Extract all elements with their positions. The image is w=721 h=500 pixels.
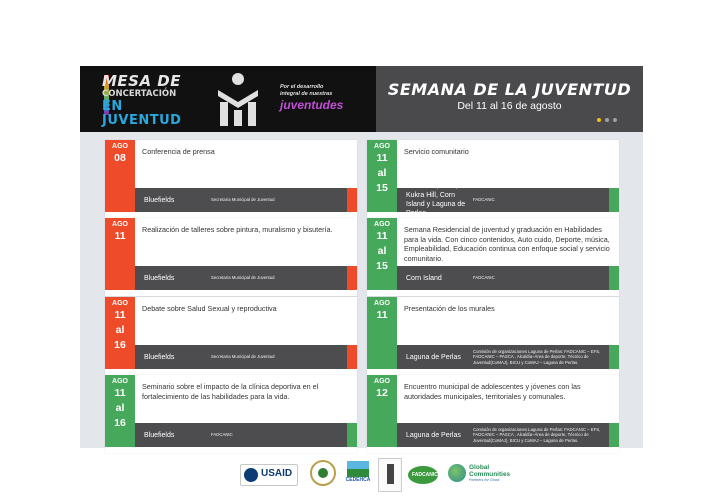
event-date — [367, 375, 397, 447]
municipal-seal-logo — [310, 460, 336, 486]
event-date — [105, 375, 135, 447]
event-day: 16 — [114, 339, 126, 351]
event-color-tab — [609, 423, 619, 447]
mesa-logo-line2: CONCERTACIÓN — [102, 89, 177, 99]
event-month: AGO — [112, 300, 128, 307]
event-location: Bluefields, DRG, Kukra Hill, Corn Island y Laguna de Perlas — [406, 183, 466, 217]
event-date — [367, 218, 397, 290]
event-organizer: Comisión de organizaciones Laguna de Perlas: FADCANIC – EFS, FADCANIC – PASCA , Alcaldía–Área de deporte, Técnico de Juventud(CoMAJ), BICU y CoMAJ – Laguna de Perlas. — [473, 426, 601, 443]
event-info-bar — [135, 423, 357, 447]
usaid-logo — [240, 464, 298, 486]
seal-center-icon — [318, 468, 328, 478]
event-day: al — [115, 402, 125, 414]
event-description: Encuentro municipal de adolescentes y jóvenes con las autoridades municipales, territoriales y comunales. — [404, 382, 581, 401]
event-day: 11 — [376, 309, 388, 321]
event-organizer: FADCANIC — [211, 432, 233, 438]
event-day: 11 — [114, 387, 126, 399]
event-description: Conferencia de prensa — [142, 147, 215, 156]
slogan-line3: juventudes — [280, 98, 344, 112]
event-card[interactable] — [105, 218, 357, 296]
event-organizer: Secretaria Municipal de Juventud — [211, 354, 275, 360]
event-info-bar — [135, 345, 357, 369]
event-location: Bluefields — [144, 431, 175, 439]
event-month: AGO — [374, 378, 390, 385]
global-line2: Communities — [469, 471, 511, 478]
usaid-logo-text: USAID — [261, 468, 293, 479]
event-info-bar — [135, 266, 357, 290]
event-organizer: Secretaria Municipal de Juventud — [211, 275, 275, 281]
event-day: 11 — [376, 152, 388, 164]
event-description: Debate sobre Salud Sexual y reproductiva — [142, 304, 277, 313]
event-organizer: FADCANIC — [473, 197, 495, 203]
carousel-dots — [597, 118, 617, 122]
event-info-bar — [135, 188, 357, 212]
global-communities-logo — [448, 462, 520, 488]
event-day: 08 — [114, 152, 126, 164]
events-panel — [80, 132, 643, 448]
event-day: 11 — [114, 309, 126, 321]
event-card[interactable] — [367, 140, 619, 218]
event-month: AGO — [374, 221, 390, 228]
event-description: Seminario sobre el impacto de la clínica deportiva en el fortalecimiento de las habilidades para la vida. — [142, 382, 319, 401]
global-communities-name — [469, 464, 510, 478]
event-organizer: Comisión de organizaciones Laguna de Perlas: FADCANIC – EFS, FADCANIC – PASCA , Alcaldía–Área de deporte, Técnico de Juventud(CoMAJ), BICU y CoMAJ – Laguna de Perlas. — [473, 348, 601, 365]
event-day: 15 — [376, 182, 388, 194]
page-title: SEMANA DE LA JUVENTUD — [387, 80, 632, 99]
cedehca-logo — [344, 461, 372, 489]
cedehca-logo-text: CEDEHCA — [345, 477, 371, 483]
global-communities-tagline: Partners for Good — [469, 478, 500, 482]
event-color-tab — [347, 188, 357, 212]
cedehca-emblem-icon — [347, 461, 369, 477]
church-logo — [378, 458, 402, 492]
event-location: Laguna de Perlas — [406, 431, 461, 439]
carousel-dot[interactable] — [597, 118, 601, 122]
event-date — [105, 140, 135, 212]
global-line1: Global — [469, 464, 490, 471]
slogan — [280, 84, 372, 112]
header-title-area — [376, 66, 643, 132]
slogan-line1: Por el desarrollo — [280, 84, 324, 90]
event-day: al — [377, 245, 387, 257]
mesa-logo — [102, 72, 194, 128]
event-card[interactable] — [367, 218, 619, 296]
event-month: AGO — [374, 143, 390, 150]
event-location: Corn Island — [406, 274, 442, 282]
event-month: AGO — [112, 221, 128, 228]
header-banner — [80, 66, 643, 132]
event-description: Semana Residencial de juventud y graduación en Habilidades para la vida. Con cinco contenidos, Auto cuido, Deporte, música, Empleabilidad, Educación continua con enfoque social y servicio comunitario. — [404, 225, 610, 263]
event-month: AGO — [112, 143, 128, 150]
sponsor-logos — [240, 458, 520, 492]
event-card[interactable] — [367, 375, 619, 453]
church-tower-icon — [387, 464, 394, 484]
event-day: 12 — [376, 387, 388, 399]
event-month: AGO — [112, 378, 128, 385]
usaid-seal-icon — [244, 468, 258, 482]
event-location: Laguna de Perlas — [406, 353, 461, 361]
event-date — [367, 297, 397, 369]
event-card[interactable] — [105, 297, 357, 375]
event-location: Bluefields — [144, 196, 175, 204]
event-color-tab — [347, 345, 357, 369]
event-card[interactable] — [105, 140, 357, 218]
event-card[interactable] — [367, 297, 619, 375]
event-info-bar — [397, 183, 619, 217]
page-subtitle: Del 11 al 16 de agosto — [457, 100, 562, 112]
event-day: 15 — [376, 260, 388, 272]
event-location: Bluefields — [144, 353, 175, 361]
fadcanic-logo-text: FADCANIC — [412, 472, 438, 478]
fadcanic-logo — [408, 462, 444, 488]
event-description: Servicio comunitario — [404, 147, 469, 156]
carousel-dot[interactable] — [613, 118, 617, 122]
event-day: 16 — [114, 417, 126, 429]
event-day: al — [115, 324, 125, 336]
event-description: Realización de talleres sobre pintura, muralismo y bisutería. — [142, 225, 333, 234]
event-info-bar — [397, 345, 619, 369]
event-date — [367, 140, 397, 212]
event-day: 11 — [114, 230, 126, 242]
slogan-line2: integral de nuestras — [280, 91, 333, 97]
youth-emblem-icon — [214, 72, 262, 128]
header-logo-area — [80, 66, 376, 132]
event-color-tab — [347, 423, 357, 447]
event-description: Presentación de los murales — [404, 304, 495, 313]
event-day: al — [377, 167, 387, 179]
mesa-logo-line1: MESA DE — [102, 72, 182, 90]
event-color-tab — [609, 345, 619, 369]
carousel-dot[interactable] — [605, 118, 609, 122]
event-day: 11 — [376, 230, 388, 242]
event-color-tab — [609, 266, 619, 290]
event-date — [105, 297, 135, 369]
event-organizer: Secretaria Municipal de Juventud — [211, 197, 275, 203]
event-location: Bluefields — [144, 274, 175, 282]
event-date — [105, 218, 135, 290]
event-info-bar — [397, 423, 619, 447]
globe-icon — [448, 464, 466, 482]
event-color-tab — [609, 188, 619, 212]
event-info-bar — [397, 266, 619, 290]
mesa-logo-line3: EN JUVENTUD — [102, 99, 182, 128]
event-color-tab — [347, 266, 357, 290]
event-card[interactable] — [105, 375, 357, 453]
event-month: AGO — [374, 300, 390, 307]
event-organizer: FADCANIC — [473, 275, 495, 281]
